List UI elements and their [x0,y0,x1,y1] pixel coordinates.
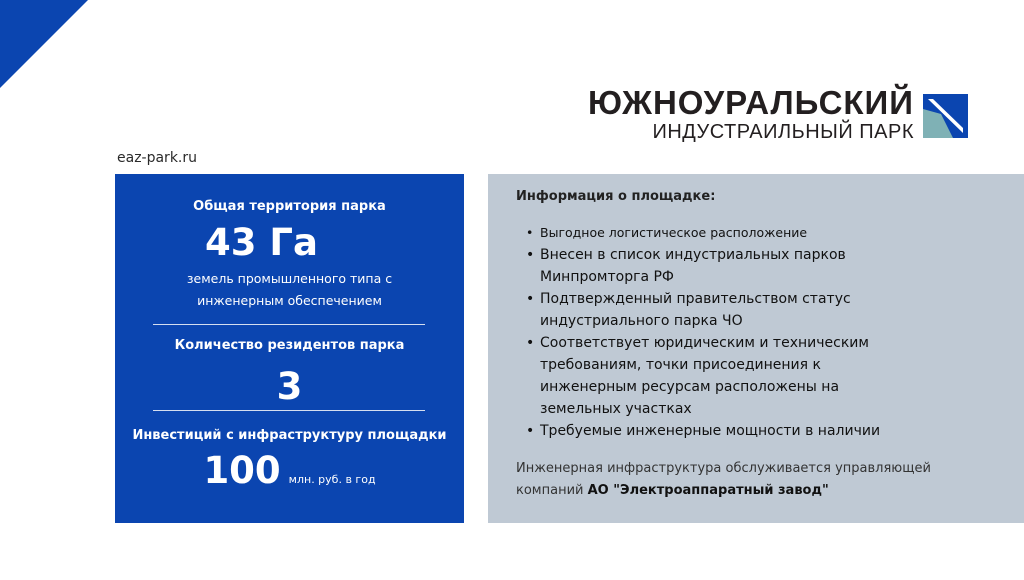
info-list-item: • Внесен в список индустриальных парков Минпромторга РФ [516,244,896,288]
territory-desc-line1: земель промышленного типа с [186,271,393,286]
residents-label: Количество резидентов парка [174,338,405,353]
info-list-item: • Выгодное логистическое расположение [516,222,896,244]
bullet-icon: • [526,423,535,439]
bullet-icon: • [526,225,534,240]
residents-value: 3 [276,365,303,408]
divider [153,410,425,411]
info-list-item: • Подтвержденный правительством статус индустриального парка ЧО [516,288,896,332]
site-url: eaz-park.ru [117,150,198,166]
info-list-item: • Соответствует юридическим и техническим требованиям, точки присоединения к инженерным ресурсам расположены на земельных участках [516,332,896,420]
info-title: Информация о площадке: [516,189,716,204]
brand-logo-icon [923,94,968,138]
info-list [516,222,896,442]
note-company: АО "Электроаппаратный завод" [587,483,829,498]
brand-title: ЮЖНОУРАЛЬСКИЙ [587,84,914,121]
divider [153,324,425,325]
investment-label: Инвестиций с инфраструктуру площадки [132,428,447,443]
bullet-icon: • [526,291,535,307]
territory-label: Общая территория парка [193,199,386,214]
info-note: Инженерная инфраструктура обслуживается управляющей компаний АО "Электроаппаратный завод" [516,461,931,498]
brand-subtitle: ИНДУСТРАИЛЬНЫЙ ПАРК [652,121,914,143]
bullet-icon: • [526,335,535,351]
stats-panel [115,174,464,523]
investment-value: 100 [203,449,281,492]
investment-row [115,449,464,492]
investment-unit: млн. руб. в год [288,473,376,486]
territory-value: 43 Га [205,221,318,264]
info-list-item: • Требуемые инженерные мощности в наличии [516,420,896,442]
bullet-icon: • [526,247,535,263]
corner-triangle-decoration [0,0,88,88]
note-prefix: компаний [516,483,584,498]
territory-desc-line2: инженерным обеспечением [197,293,382,308]
info-panel [488,174,1024,523]
